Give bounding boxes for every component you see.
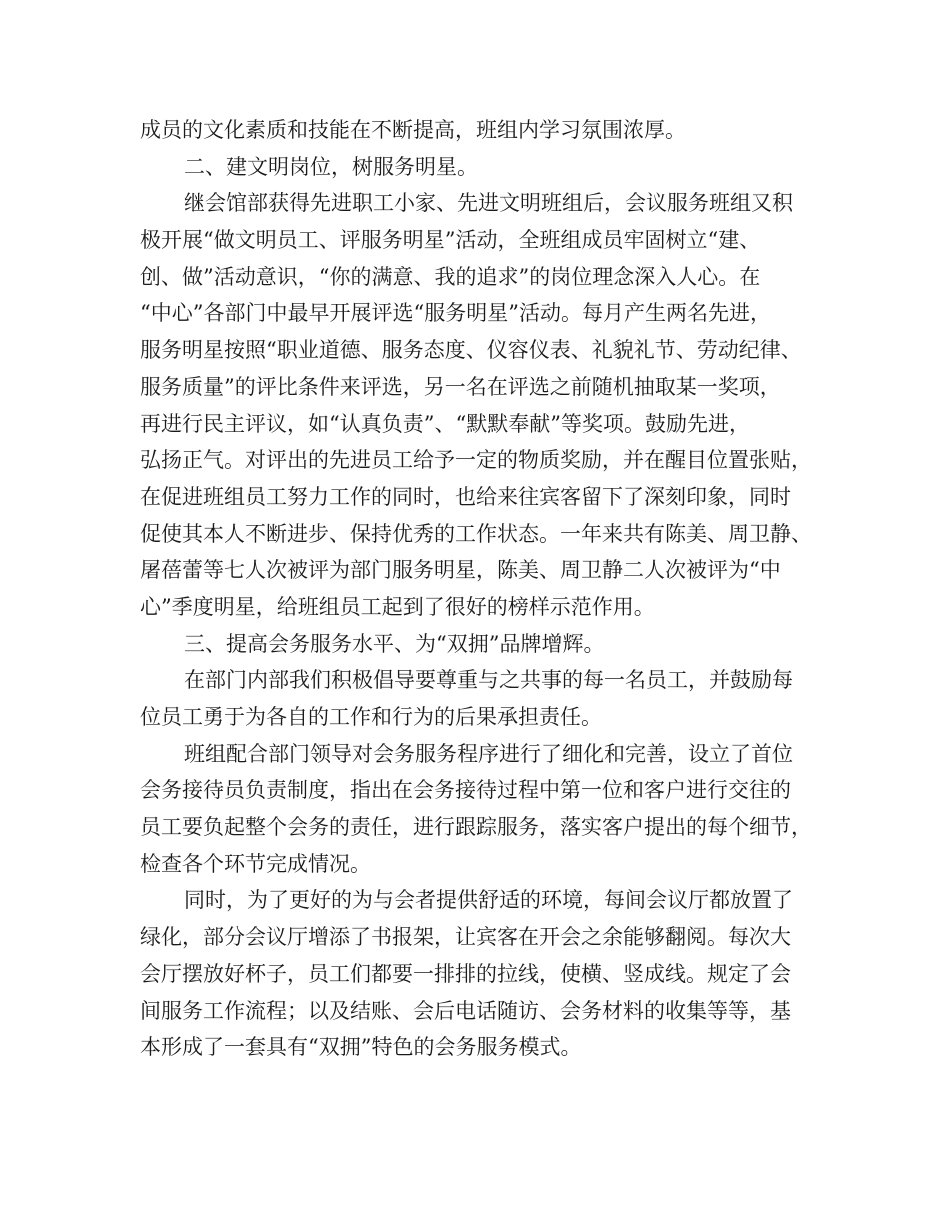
text-line: 三、提高会务服务水平、为“双拥”品牌增辉。	[184, 631, 605, 656]
text-line: 再进行民主评议，如“认真负责”、“默默奉献”等奖项。鼓励先进，	[140, 411, 750, 436]
text-line: 继会馆部获得先进职工小家、先进文明班组后，会议服务班组又积	[184, 191, 793, 216]
text-line: 检查各个环节完成情况。	[140, 851, 371, 876]
text-line: 间服务工作流程；以及结账、会后电话随访、会务材料的收集等等，基	[140, 998, 791, 1023]
text-line: 在促进班组员工努力工作的同时，也给来往宾客留下了深刻印象，同时	[140, 484, 791, 509]
text-line: 同时，为了更好的为与会者提供舒适的环境，每间会议厅都放置了	[184, 888, 793, 913]
text-line: 会务接待员负责制度，指出在会务接待过程中第一位和客户进行交往的	[140, 778, 791, 803]
text-line: 服务质量”的评比条件来评选，另一名在评选之前随机抽取某一奖项，	[140, 374, 781, 399]
text-line: 在部门内部我们积极倡导要尊重与之共事的每一名员工，并鼓励每	[184, 668, 793, 693]
text-line: 本形成了一套具有“双拥”特色的会务服务模式。	[140, 1035, 582, 1060]
text-line: 弘扬正气。对评出的先进员工给予一定的物质奖励，并在醒目位置张贴，	[140, 448, 812, 473]
text-line: 服务明星按照“职业道德、服务态度、仪容仪表、礼貌礼节、劳动纪律、	[140, 338, 802, 363]
text-line: 绿化，部分会议厅增添了书报架，让宾客在开会之余能够翻阅。每次大	[140, 925, 791, 950]
text-line: 位员工勇于为各自的工作和行为的后果承担责任。	[140, 705, 602, 729]
text-line: 会厅摆放好杯子，员工们都要一排排的拉线，使横、竖成线。规定了会	[140, 961, 791, 986]
text-line: 屠蓓蕾等七人次被评为部门服务明星，陈美、周卫静二人次被评为“中	[140, 558, 781, 583]
text-line: 班组配合部门领导对会务服务程序进行了细化和完善，设立了首位	[184, 741, 793, 766]
text-line: 二、建文明岗位，树服务明星。	[184, 154, 478, 179]
text-line: 成员的文化素质和技能在不断提高，班组内学习氛围浓厚。	[140, 118, 686, 142]
text-line: 心”季度明星，给班组员工起到了很好的榜样示范作用。	[140, 594, 655, 619]
document-body	[140, 112, 820, 1066]
text-line: 促使其本人不断进步、保持优秀的工作状态。一年来共有陈美、周卫静、	[140, 521, 812, 546]
text-line: 极开展“做文明员工、评服务明星”活动，全班组成员牢固树立“建、	[140, 228, 761, 253]
text-line: 员工要负起整个会务的责任，进行跟踪服务，落实客户提出的每个细节，	[140, 815, 812, 840]
text-line: “中心”各部门中最早开展评选“服务明星”活动。每月产生两名先进，	[140, 301, 771, 326]
text-line: 创、做”活动意识，“你的满意、我的追求”的岗位理念深入人心。在	[140, 264, 761, 289]
